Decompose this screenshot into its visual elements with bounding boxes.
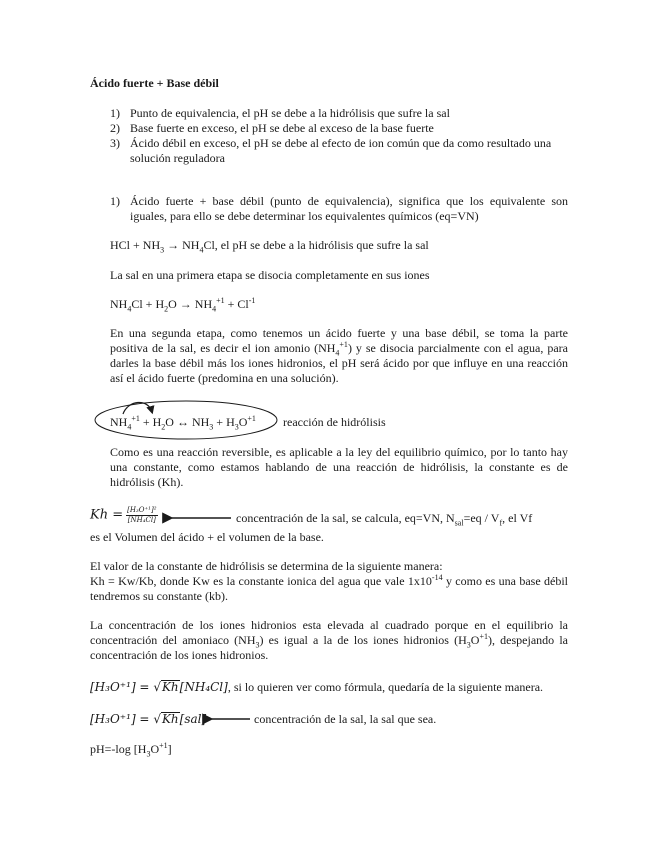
formula-h3o-nh4cl: [H₃O⁺¹] = √Kh[NH₄Cl], si lo quieren ver como fórmula, quedaría de la siguiente manera. bbox=[90, 680, 544, 694]
reaction-dissociation: $NH_4Cl + H_2O \to NH_4^{+1} + Cl^{-1}$ bbox=[110, 296, 256, 314]
paragraph-valor: El valor de la constante de hidrólisis se determina de la siguiente manera: Kh = Kw/Kb, donde Kw es la constante ionica del agua que vale $1x10^{-14}$ y como es una base débil tendremos su constante (kb). bbox=[90, 559, 568, 603]
paragraph-segunda-etapa: En una segunda etapa, como tenemos un ácido fuerte y una base débil, se toma la parte positiva de la sal, es decir el ion amonio $(NH_4^{+1})$ y se disocia parcialmente con el agua, para darles la base débil más los iones hidronios, el pH será ácido por que influye en una reacción así el ácido fuerte (predomina en una solución). bbox=[110, 326, 569, 385]
reaction-hcl: HCl + $NH_3 \to NH_4Cl$, el pH se debe a la hidrólisis que sufre la sal bbox=[110, 238, 429, 255]
paragraph-concentracion: La concentración de los iones hidronios esta elevada al cuadrado porque en el equilibrio la concentración del amoniaco $(NH_3)$ es igual a la de los iones hidronios $(H_3O^{+1})$, despejando la concentración de los iones hidronios. bbox=[90, 618, 568, 662]
section-title: Ácido fuerte + Base débil bbox=[90, 76, 219, 90]
hydrolysis-label: reacción de hidrólisis bbox=[283, 415, 386, 429]
item-one: 1) Ácido fuerte + base débil (punto de equivalencia), significa que los equivalente son iguales, para ello se debe determinar los equivalentes químicos (eq=VN) bbox=[110, 194, 568, 223]
paragraph-reversible: Como es una reacción reversible, es aplicable a la ley del equilibrio químico, por lo tanto hay una constante, como estamos hablando de una reacción de hidrólisis, la constante es de hidrólisis (Kh). bbox=[110, 445, 568, 489]
cases-list bbox=[110, 106, 570, 166]
kh-note-line2: es el Volumen del ácido + el volumen de la base. bbox=[90, 530, 324, 544]
kh-note: concentración de la sal, se calcula, eq=VN, $N_{sal}=eq / V_f$, el Vf bbox=[236, 511, 533, 528]
formula-h3o-sal: [H₃O⁺¹] = √Kh[sal] bbox=[90, 712, 207, 726]
proton-transfer-arrow bbox=[123, 402, 152, 414]
formula-sal-note: concentración de la sal, la sal que sea. bbox=[254, 712, 437, 726]
hydrolysis-reaction: $NH_4^{+1} + H_2O$ ↔ $NH_3 + H_3O^{+1}$ bbox=[110, 414, 256, 432]
list-item: 2) Base fuerte en exceso, el pH se debe al exceso de la base fuerte bbox=[110, 121, 434, 135]
list-item: 1) Punto de equivalencia, el pH se debe a la hidrólisis que sufre la sal bbox=[110, 106, 450, 120]
ph-formula: pH=-log $[H_3O^{+1}]$ bbox=[90, 741, 172, 759]
paragraph-disocia: La sal en una primera etapa se disocia completamente en sus iones bbox=[110, 268, 430, 282]
kh-formula: Kh = $\frac{\text{[H₃O⁺¹]²}}{\text{[NH₄Cl]}}$ bbox=[90, 506, 157, 524]
list-item: 3) Ácido débil en exceso, el pH se debe al efecto de ion común que da como resultado una solución reguladora bbox=[110, 136, 552, 165]
